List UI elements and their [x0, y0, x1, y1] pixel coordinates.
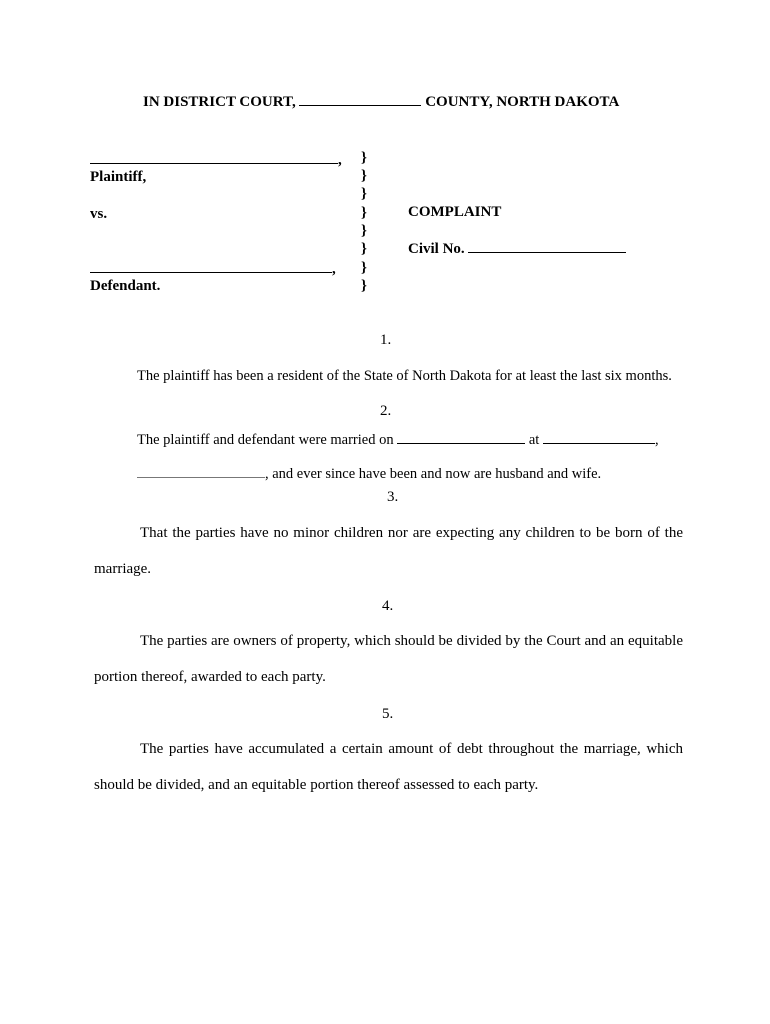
caption-brace: }	[361, 168, 367, 184]
section-2-comma: ,	[654, 432, 659, 448]
section-number-2: 2.	[380, 403, 392, 419]
caption-brace: }	[361, 205, 367, 221]
county-blank[interactable]	[299, 105, 421, 106]
section-5-line-2: should be divided, and an equitable portion thereof assessed to each party.	[94, 777, 539, 793]
civil-no-line	[408, 242, 626, 257]
civil-no-label: Civil No.	[408, 241, 465, 257]
plaintiff-name-line	[90, 153, 342, 168]
vs-label: vs.	[90, 206, 108, 222]
caption-brace: }	[361, 260, 367, 276]
defendant-label: Defendant.	[90, 278, 161, 294]
court-header-prefix: IN DISTRICT COURT,	[143, 94, 296, 110]
caption-brace: }	[361, 223, 367, 239]
defendant-name-line	[90, 262, 336, 277]
defendant-comma: ,	[332, 261, 336, 277]
section-3-line-2: marriage.	[94, 561, 152, 577]
civil-no-blank[interactable]	[468, 252, 626, 253]
section-2-married-text: The plaintiff and defendant were married on	[137, 432, 394, 448]
section-2-line-2	[137, 467, 601, 482]
section-number-1: 1.	[380, 332, 392, 348]
section-3-line-1: That the parties have no minor children nor are expecting any children to be born of the	[140, 525, 683, 541]
marriage-date-blank[interactable]	[397, 443, 525, 444]
section-2-husband-wife-text: , and ever since have been and now are husband and wife.	[265, 466, 602, 482]
section-4-line-1: The parties are owners of property, which should be divided by the Court and an equitable	[140, 633, 683, 649]
court-header-suffix: COUNTY, NORTH DAKOTA	[425, 94, 620, 110]
section-4-line-2: portion thereof, awarded to each party.	[94, 669, 326, 685]
caption-brace: }	[361, 186, 367, 202]
marriage-city-blank[interactable]	[543, 443, 655, 444]
caption-brace: }	[361, 150, 367, 166]
caption-brace: }	[361, 241, 367, 257]
plaintiff-label: Plaintiff,	[90, 169, 147, 185]
caption-brace: }	[361, 278, 367, 294]
section-number-4: 4.	[382, 598, 394, 614]
marriage-place-blank[interactable]	[137, 477, 265, 478]
section-1-text: The plaintiff has been a resident of the State of North Dakota for at least the last six months.	[137, 368, 672, 384]
defendant-name-blank[interactable]	[90, 272, 332, 273]
section-number-5: 5.	[382, 706, 394, 722]
court-header	[143, 95, 619, 110]
plaintiff-comma: ,	[338, 152, 342, 168]
section-2-line-1	[137, 433, 659, 448]
section-number-3: 3.	[387, 489, 399, 505]
section-5-line-1: The parties have accumulated a certain amount of debt throughout the marriage, which	[140, 741, 683, 757]
section-2-at-text: at	[528, 432, 540, 448]
plaintiff-name-blank[interactable]	[90, 163, 338, 164]
document-title: COMPLAINT	[408, 204, 502, 220]
